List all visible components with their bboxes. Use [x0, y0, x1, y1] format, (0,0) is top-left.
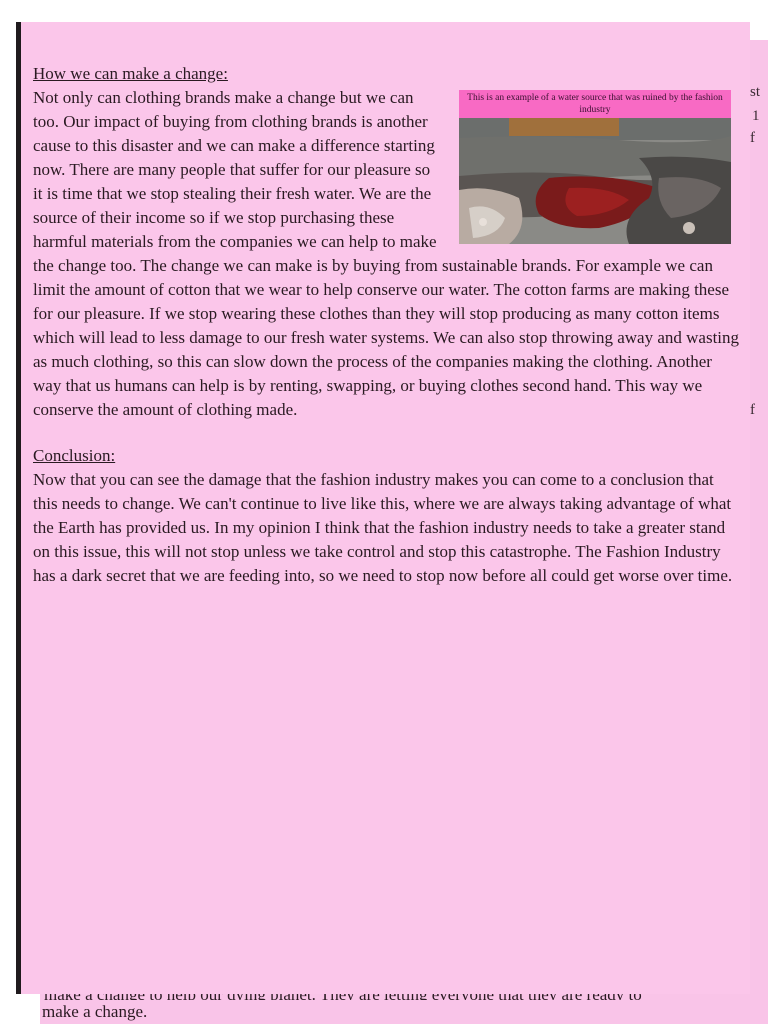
figure-caption: This is an example of a water source that was ruined by the fashion industry [459, 90, 731, 118]
section-paragraph-conclusion: Now that you can see the damage that the fashion industry makes you can come to a conclusion that this needs to change. We can't continue to live like this, where we are always taking advantage of what the Earth has provided us. In my opinion I think that the fashion industry needs to take a greater stand on this issue, this will not stop unless we take control and stop this catastrophe. The Fashion Industry has a dark secret that we are feeding into, so we need to stop now before all could get worse over time. [33, 470, 733, 585]
underlying-page-edge-text: f [750, 402, 755, 418]
underlying-page-last-line: make a change. [42, 1002, 148, 1021]
underlying-page-edge-text: f [750, 130, 755, 146]
section-heading-conclusion: Conclusion: [33, 446, 116, 465]
section-heading-how-we-can-make-a-change: How we can make a change: [33, 64, 228, 83]
underlying-page-edge-text: st [750, 84, 761, 100]
document-page [16, 22, 750, 994]
figure-polluted-water [459, 90, 731, 244]
polluted-river-photo [459, 118, 731, 244]
underlying-page-edge-text: 1 [752, 108, 760, 124]
section-paragraph-how-we-can-make-a-change: Not only can clothing brands make a change but we can too. Our impact of buying from clothing brands is another cause to this disaster and we can make a difference starting now. There are many people that suffer for our pleasure so it is time that we stop stealing their fresh water. We are the source of their income so if we stop purchasing these harmful materials from the companies we can help to make the change too. The change we can make is by buying from sustainable brands. For example we can limit the amount of cotton that we wear to help conserve our water. The cotton farms are making these for our pleasure. If we stop wearing these clothes than they will stop producing as many cotton items which will lead to less damage to our fresh water systems. We can also stop throwing away and wasting as much clothing, so this can slow down the process of the companies making the clothing. Another way that us humans can help is by renting, swapping, or buying clothes second hand. This way we conserve the amount of clothing made. [33, 88, 740, 419]
page-content [33, 62, 739, 588]
